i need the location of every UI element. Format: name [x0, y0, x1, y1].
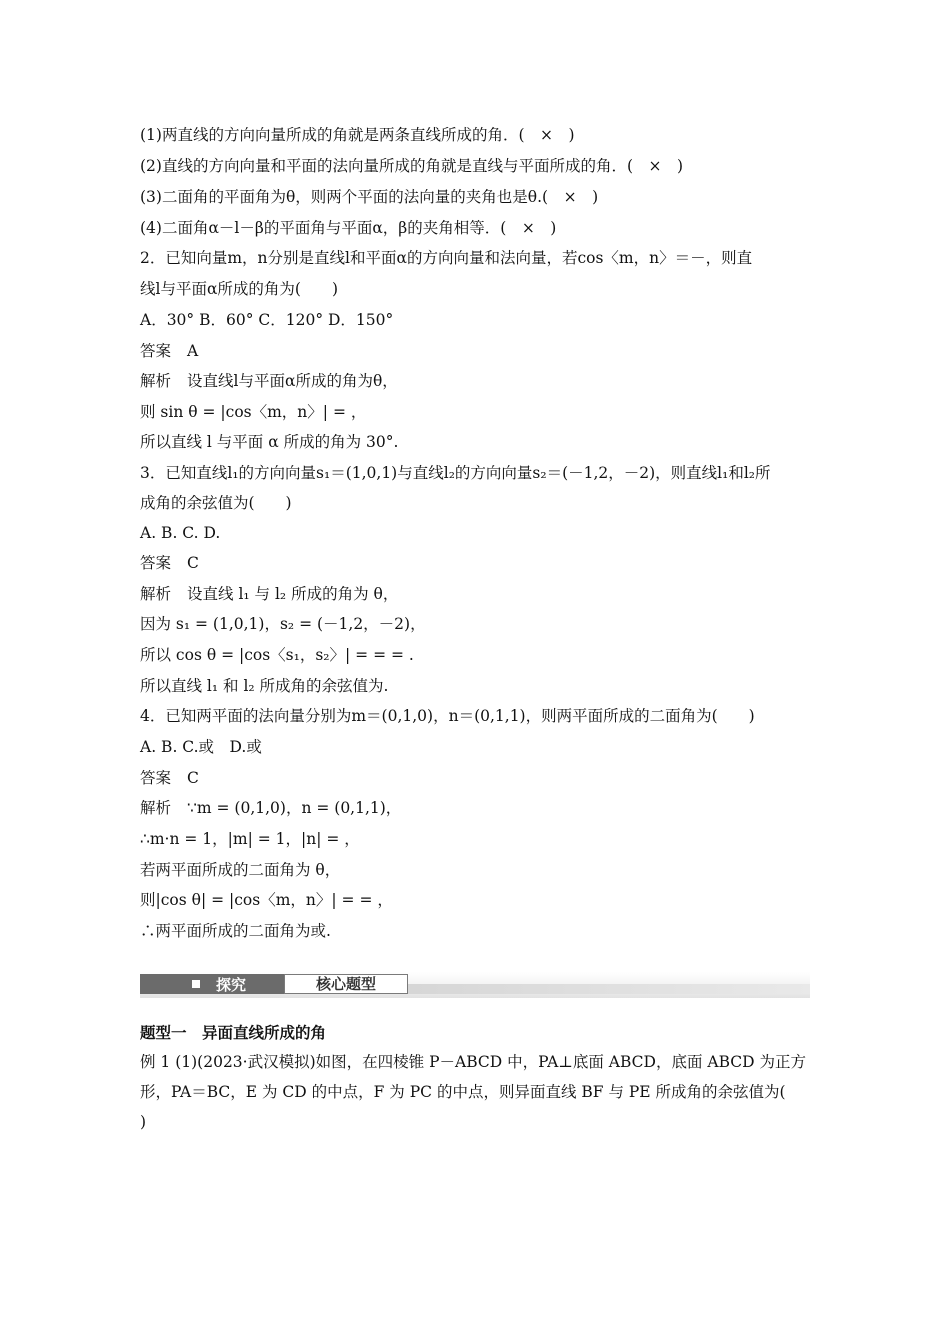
judgment-4: (4)二面角α－l－β的平面角与平面α，β的夹角相等．( × )	[140, 219, 557, 237]
question-2-solution-2: 则 sin θ = |cos〈m，n〉| = ，	[140, 403, 367, 421]
section-banner	[140, 972, 810, 998]
solution-label: 解析	[140, 585, 172, 603]
question-4-solution-3: 若两平面所成的二面角为 θ，	[140, 861, 341, 879]
question-3-stem: 3．已知直线l₁的方向向量s₁＝(1,0,1)与直线l₂的方向向量s₂＝(－1,2，－2)，则直线l₁和l₂所	[140, 464, 771, 482]
question-2-options: A．30° B．60° C．120° D．150°	[140, 311, 394, 329]
example-1-line-3: )	[140, 1113, 147, 1131]
banner-right-label: 核心题型	[284, 974, 408, 994]
answer-label: 答案	[140, 342, 172, 360]
question-4-stem: 4．已知两平面的法向量分别为m＝(0,1,0)，n＝(0,1,1)，则两平面所成的二面角为( )	[140, 707, 755, 725]
question-3-solution-4: 所以直线 l₁ 和 l₂ 所成角的余弦值为.	[140, 677, 389, 695]
question-2-solution-3: 所以直线 l 与平面 α 所成的角为 30°.	[140, 433, 399, 451]
answer-label: 答案	[140, 554, 172, 572]
banner-left	[140, 974, 284, 994]
question-4-solution-2: ∴m·n = 1，|m| = 1，|n| = ，	[140, 830, 360, 848]
square-icon	[192, 980, 200, 988]
question-4-options: A. B. C.或 D.或	[140, 738, 262, 756]
solution-label: 解析	[140, 372, 172, 390]
section-title: 题型一 异面直线所成的角	[140, 1024, 327, 1042]
question-3-options: A. B. C. D.	[140, 524, 221, 542]
judgment-1: (1)两直线的方向向量所成的角就是两条直线所成的角．( × )	[140, 126, 575, 144]
question-2-answer	[140, 341, 812, 361]
example-1-line-1: 例 1 (1)(2023·武汉模拟)如图，在四棱锥 P－ABCD 中，PA⊥底面 ABCD，底面 ABCD 为正方	[140, 1053, 806, 1071]
question-4-solution-5: ∴两平面所成的二面角为或.	[140, 922, 331, 940]
judgment-2: (2)直线的方向向量和平面的法向量所成的角就是直线与平面所成的角．( × )	[140, 157, 684, 175]
question-3-answer	[140, 553, 812, 573]
question-2-stem-cont: 线l与平面α所成的角为( )	[140, 280, 339, 298]
question-2-stem: 2．已知向量m，n分别是直线l和平面α的方向向量和法向量，若cos〈m，n〉＝－，则直	[140, 249, 753, 267]
question-3-solution-1: 解析 设直线 l₁ 与 l₂ 所成的角为 θ，	[140, 585, 399, 603]
question-2-solution-1: 解析 设直线l与平面α所成的角为θ，	[140, 372, 398, 390]
answer-label: 答案	[140, 769, 172, 787]
question-3-solution-3: 所以 cos θ = |cos〈s₁，s₂〉| = = = .	[140, 646, 414, 664]
banner-left-label: 探究	[216, 975, 247, 994]
answer-value: C	[187, 769, 199, 787]
answer-value: C	[187, 554, 199, 572]
question-3-stem-cont: 成角的余弦值为( )	[140, 494, 292, 512]
question-4-solution-4: 则|cos θ| = |cos〈m，n〉| = = ，	[140, 891, 393, 909]
answer-value: A	[187, 342, 199, 360]
solution-label: 解析	[140, 799, 172, 817]
question-3-solution-2: 因为 s₁ = (1,0,1)，s₂ = (－1,2，－2)，	[140, 615, 426, 633]
judgment-3: (3)二面角的平面角为θ，则两个平面的法向量的夹角也是θ.( × )	[140, 188, 599, 206]
example-1-line-2: 形，PA＝BC，E 为 CD 的中点，F 为 PC 的中点，则异面直线 BF 与 PE 所成角的余弦值为(	[140, 1083, 786, 1101]
question-4-answer	[140, 768, 812, 788]
question-4-solution-1: 解析 ∵m = (0,1,0)，n = (0,1,1)，	[140, 799, 402, 817]
